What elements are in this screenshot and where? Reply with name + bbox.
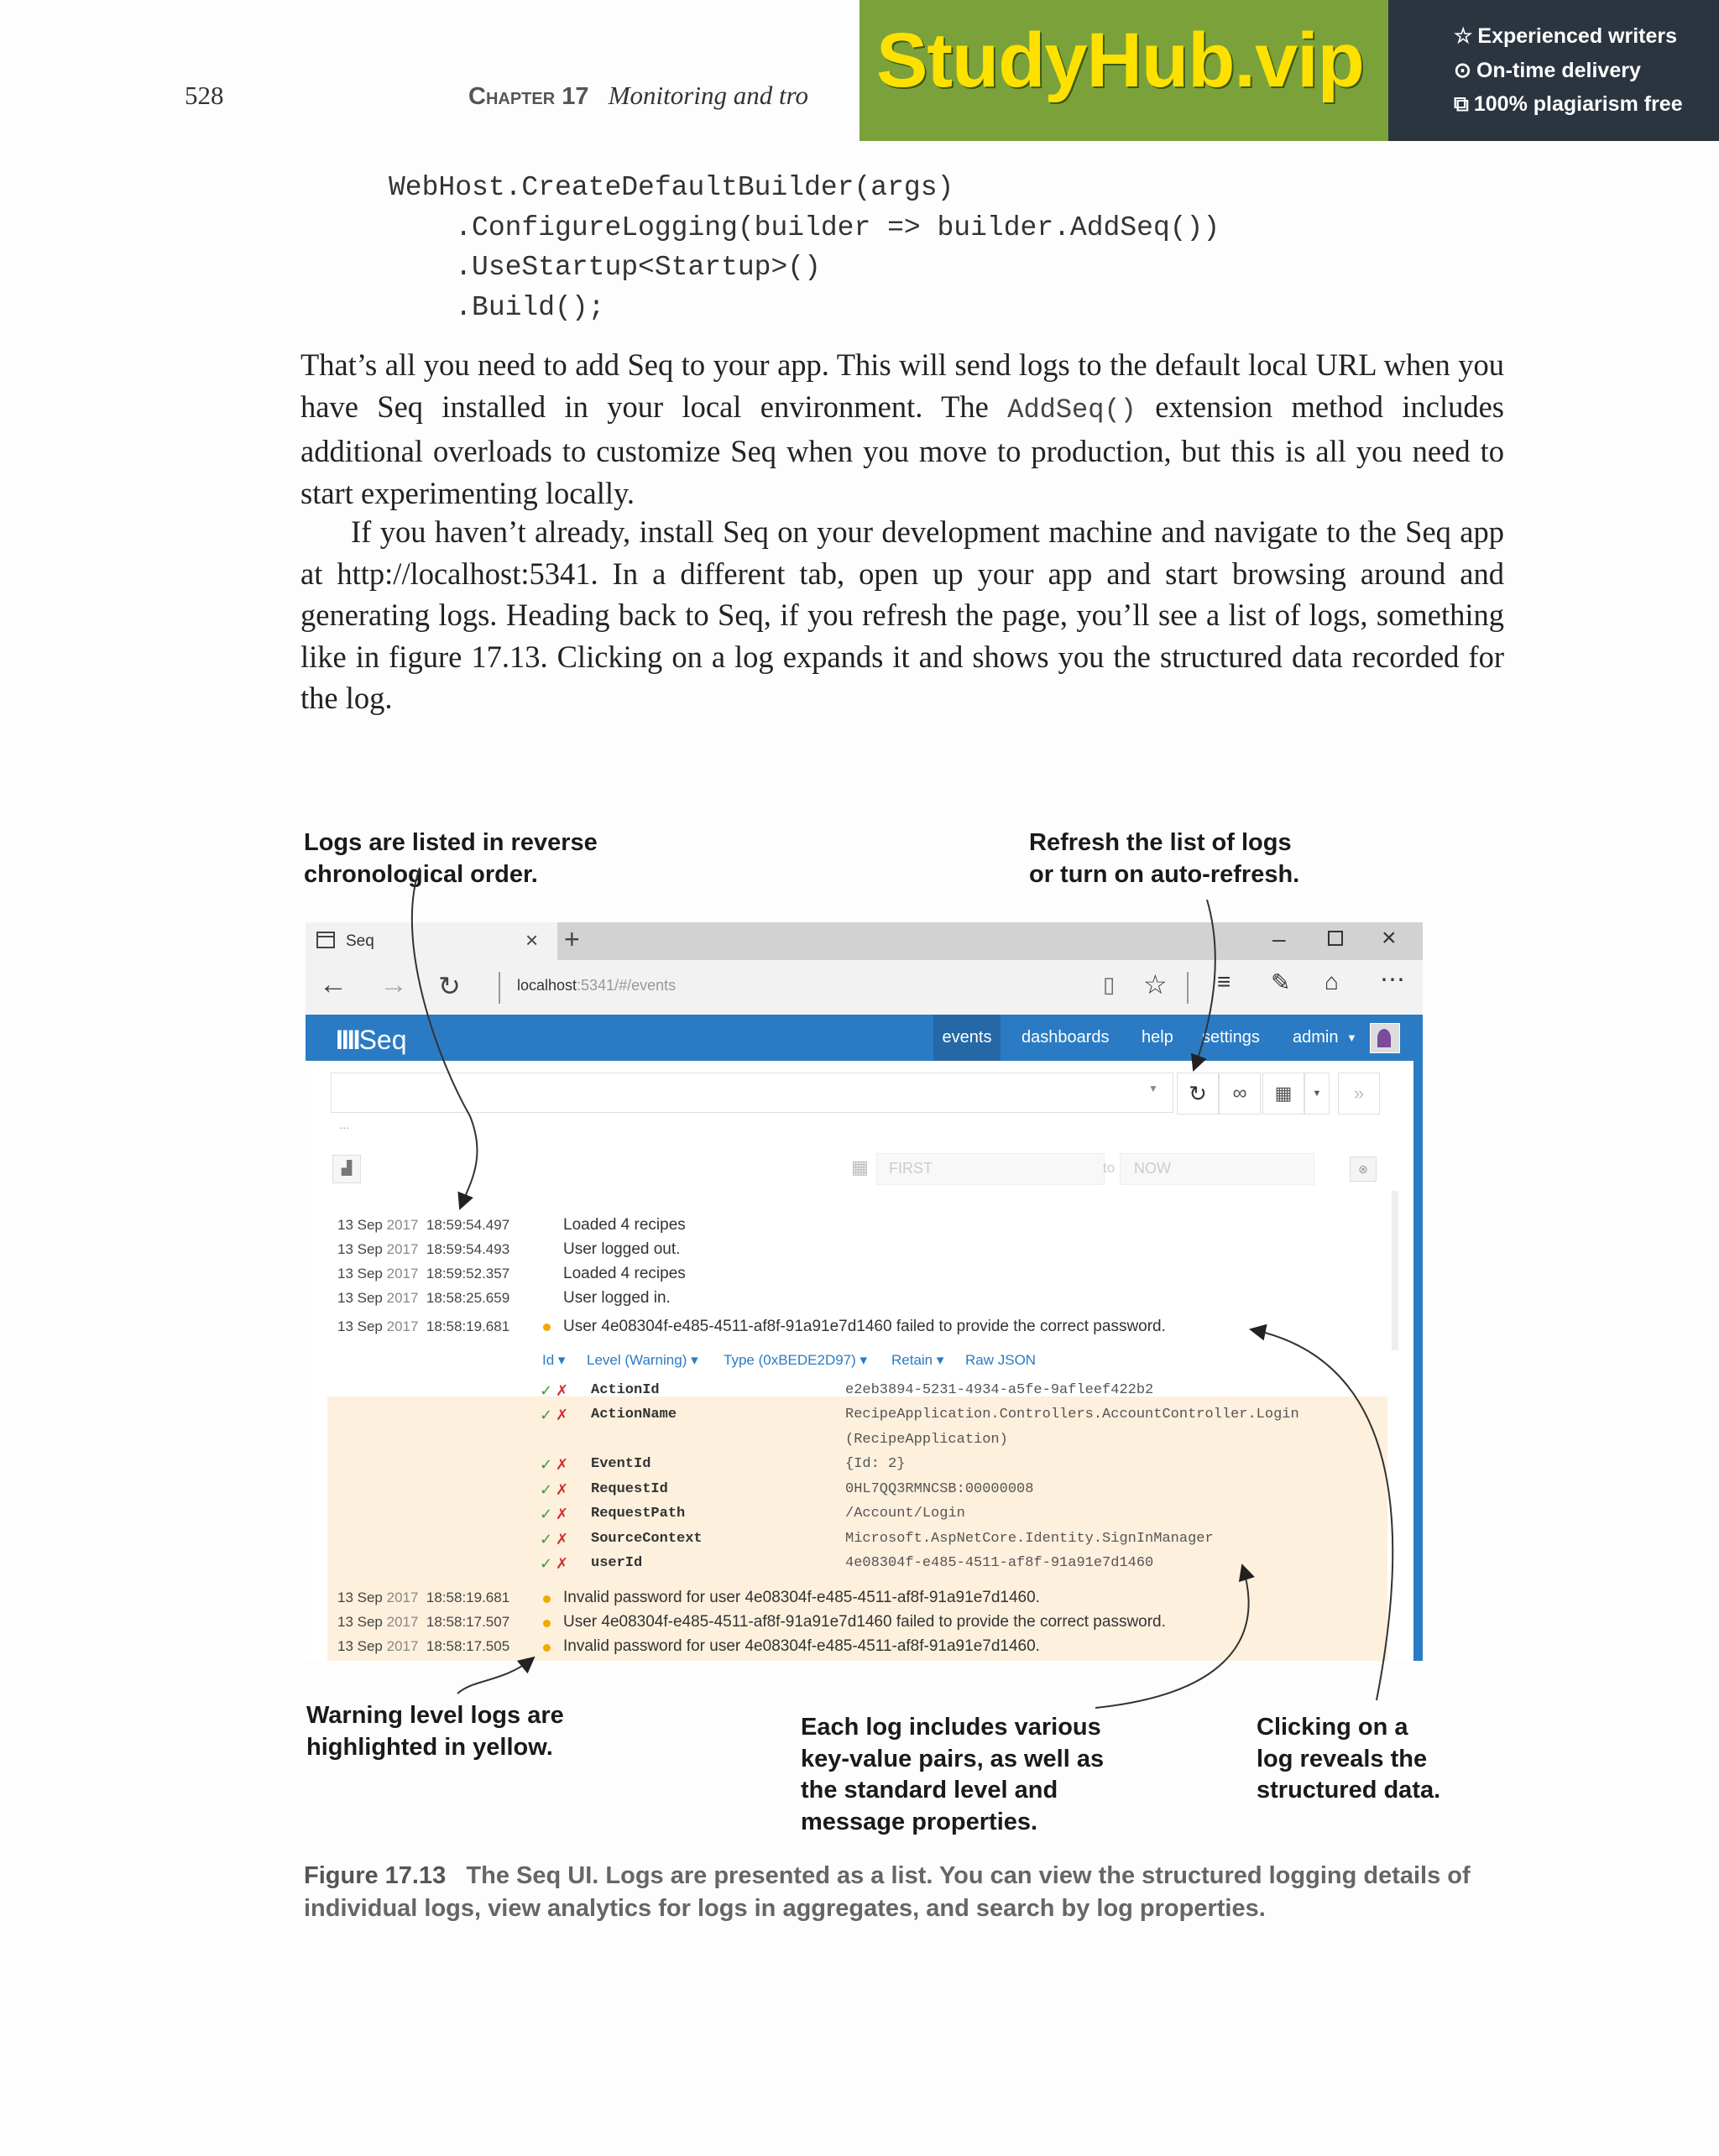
include-check-icon[interactable]: ✓ — [540, 1382, 553, 1400]
exclude-x-icon[interactable]: ✗ — [556, 1555, 569, 1573]
nav-admin[interactable]: admin — [1293, 1028, 1339, 1047]
code-line: .Build(); — [389, 291, 605, 323]
nav-dashboards[interactable]: dashboards — [1021, 1028, 1110, 1047]
refresh-icon[interactable]: ↻ — [1177, 1073, 1219, 1115]
minimize-icon[interactable]: – — [1272, 926, 1286, 952]
include-check-icon[interactable]: ✓ — [540, 1456, 553, 1474]
page-number: 528 — [185, 81, 224, 110]
new-tab-icon[interactable]: + — [564, 924, 580, 954]
figure-label: Figure 17.13 — [304, 1862, 447, 1889]
share-icon[interactable]: ⌂ — [1325, 968, 1339, 994]
caption-text: The Seq UI. Logs are presented as a list. You can view the structured logging details of individual logs, view analytics for logs in aggregates, and search by log properties. — [304, 1862, 1471, 1922]
filter-id[interactable]: Id ▾ — [542, 1352, 566, 1368]
nav-help[interactable]: help — [1142, 1028, 1173, 1047]
filter-retain[interactable]: Retain ▾ — [891, 1352, 944, 1368]
code-line: WebHost.CreateDefaultBuilder(args) — [389, 172, 954, 203]
include-check-icon[interactable]: ✓ — [540, 1481, 553, 1499]
brand-logo[interactable]: StudyHub.vip — [876, 18, 1364, 103]
raw-json-link[interactable]: Raw JSON — [965, 1352, 1037, 1368]
arrow-key-value — [1095, 1565, 1249, 1708]
exclude-x-icon[interactable]: ✗ — [556, 1407, 569, 1424]
more-options[interactable]: ... — [339, 1118, 350, 1132]
exclude-x-icon[interactable]: ✗ — [556, 1531, 569, 1548]
filter-type[interactable]: Type (0xBEDE2D97) ▾ — [724, 1352, 868, 1368]
feature-3: 100% plagiarism free — [1473, 92, 1683, 116]
paragraph-2: If you haven’t already, install Seq on your development machine and navigate to the Seq app at http://localhost:5341. In a different tab, open up your app and start browsing around and generating logs. Heading back to Seq, if you refresh the page, you’ll see a list of logs, something like in figure 17.13. Clicking on a log expands it and shows you the structured data recorded for the log. — [300, 514, 1504, 715]
date-from-input[interactable]: FIRST — [876, 1153, 1105, 1185]
exclude-x-icon[interactable]: ✗ — [556, 1382, 569, 1400]
admin-caret-icon[interactable]: ▼ — [1346, 1031, 1357, 1044]
code-line: .ConfigureLogging(builder => builder.AddSeq()) — [389, 211, 1220, 243]
callout-key-value: Each log includes various key-value pairs, as well as the standard level and message properties. — [801, 1714, 1105, 1835]
exclude-x-icon[interactable]: ✗ — [556, 1481, 569, 1499]
reload-icon[interactable]: ↻ — [438, 971, 461, 1001]
date-to-input[interactable]: NOW — [1120, 1153, 1314, 1185]
code-line: .UseStartup<Startup>() — [389, 252, 821, 283]
hub-icon[interactable]: ≡ — [1217, 968, 1231, 994]
back-icon[interactable]: ← — [319, 968, 347, 1000]
arrow-reverse-order — [412, 868, 478, 1209]
arrow-refresh — [1194, 900, 1215, 1070]
feature-1: Experienced writers — [1477, 24, 1678, 48]
web-note-icon[interactable]: ✎ — [1271, 969, 1291, 995]
star-icon: ☆ — [1454, 24, 1473, 48]
feature-2: On-time delivery — [1476, 59, 1641, 82]
auto-refresh-icon[interactable]: ∞ — [1219, 1073, 1261, 1115]
include-check-icon[interactable]: ✓ — [540, 1407, 553, 1424]
exclude-x-icon[interactable]: ✗ — [556, 1456, 569, 1474]
include-check-icon[interactable]: ✓ — [540, 1555, 553, 1573]
date-to-label: to — [1103, 1160, 1116, 1176]
reading-view-icon[interactable]: ▯ — [1103, 972, 1116, 997]
tab-close-icon[interactable]: × — [525, 927, 539, 953]
inline-code: AddSeq() — [1007, 394, 1136, 425]
include-check-icon[interactable]: ✓ — [540, 1531, 553, 1548]
search-dropdown-icon[interactable]: ▼ — [1148, 1083, 1158, 1094]
clear-date-icon[interactable]: ⊗ — [1350, 1156, 1377, 1182]
nav-events[interactable]: events — [933, 1015, 1001, 1061]
window-close-icon[interactable]: × — [1382, 924, 1397, 952]
seq-logo[interactable]: IIIISeq — [336, 1025, 407, 1055]
forward-icon[interactable]: → — [379, 968, 408, 1000]
more-icon[interactable]: ⋯ — [1380, 966, 1405, 994]
layout-icon[interactable]: ▦ — [1262, 1073, 1304, 1115]
calendar-icon[interactable]: ▦ — [851, 1156, 869, 1177]
chapter-title: Monitoring and tro — [608, 81, 808, 110]
address-bar[interactable]: localhost:5341/#/events — [517, 977, 677, 994]
tab-title: Seq — [346, 932, 374, 950]
copy-icon: ⧉ — [1454, 92, 1469, 116]
chart-icon[interactable]: ▟ — [332, 1155, 361, 1183]
arrow-warning — [457, 1657, 534, 1694]
expand-panel-icon[interactable]: » — [1338, 1073, 1380, 1115]
arrow-click-log — [1251, 1329, 1392, 1700]
chapter-label: Chapter 17 — [468, 83, 589, 110]
callout-warning: Warning level logs are highlighted in yellow. — [306, 1702, 564, 1761]
seq-screenshot: Seq × + – × ← → ↻ localhost:5341/#/events ▯ ☆ ≡ ✎ ⌂ ⋯ IIIISeq events dashboards help settings admin ▼ ▼ ↻ ∞ ▦ ▼ » ... ▟ ▦ FIRST to NOW ⊗ 13 Sep 2017 18:59:54.497 Loaded 4 recipes 13 Sep 2017 18:59:54.493 User logged out. 13 Sep 2017 18:59:52.357 Loaded 4 recipes 13 Sep 2017 18:58:25.659 User logged in. 13 Sep 2017 18:58:19.681 User 4e08304f-e485-4511-af8f-91a91e7d1460 failed to provide the correct password. Id ▾ Level (Warning) ▾ Type (0xBEDE2D97) ▾ Retain ▾ Raw JSON ✓ ✗ ActionId e2eb3894-5231-4934-a5fe-9afleef422b2 ✓ ✗ ActionName RecipeApplication.Controllers.AccountController.Login (RecipeApplication) ✓ ✗ EventId {Id: 2} ✓ ✗ RequestId 0HL7QQ3RMNCSB:00000008 ✓ ✗ RequestPath /Account/Login ✓ ✗ SourceContext Microsoft.AspNetCore.Identity.SignInManager ✓ ✗ userId 4e08304f-e485-4511-af8f-91a91e7d1460 13 Sep 2017 18:58:19.681 Invalid password for user 4e08304f-e485-4511-af8f-91a91e7d1460. 13 Sep 2017 18:58:17.507 User 4e08304f-e485-4511-af8f-91a91e7d1460 failed to provide the correct password. 13 Sep 2017 18:58:17.505 Invalid password for user 4e08304f-e485-4511-af8f-91a91e7d1460. — [306, 922, 1423, 1661]
paragraph-1: That’s all you need to add Seq to your app. This will send logs to the default local URL when you have Seq installed in your local environment. The AddSeq() extension method includes additional overloads to customize Seq when you move to production, but this is all you need to start experimenting locally. — [300, 347, 1504, 510]
figure-caption — [304, 1860, 1479, 1925]
nav-settings[interactable]: settings — [1202, 1028, 1260, 1047]
callout-click-log: Clicking on a log reveals the structured data. — [1257, 1714, 1441, 1804]
callout-refresh: Refresh the list of logs or turn on auto-refresh. — [1029, 829, 1300, 888]
favorite-star-icon[interactable]: ☆ — [1143, 969, 1168, 1000]
layout-dropdown-icon[interactable]: ▼ — [1304, 1073, 1330, 1115]
include-check-icon[interactable]: ✓ — [540, 1506, 553, 1523]
exclude-x-icon[interactable]: ✗ — [556, 1506, 569, 1523]
callout-reverse-order: Logs are listed in reverse chronological order. — [304, 829, 598, 888]
clock-icon: ⊙ — [1454, 59, 1471, 82]
filter-level[interactable]: Level (Warning) ▾ — [587, 1352, 698, 1368]
